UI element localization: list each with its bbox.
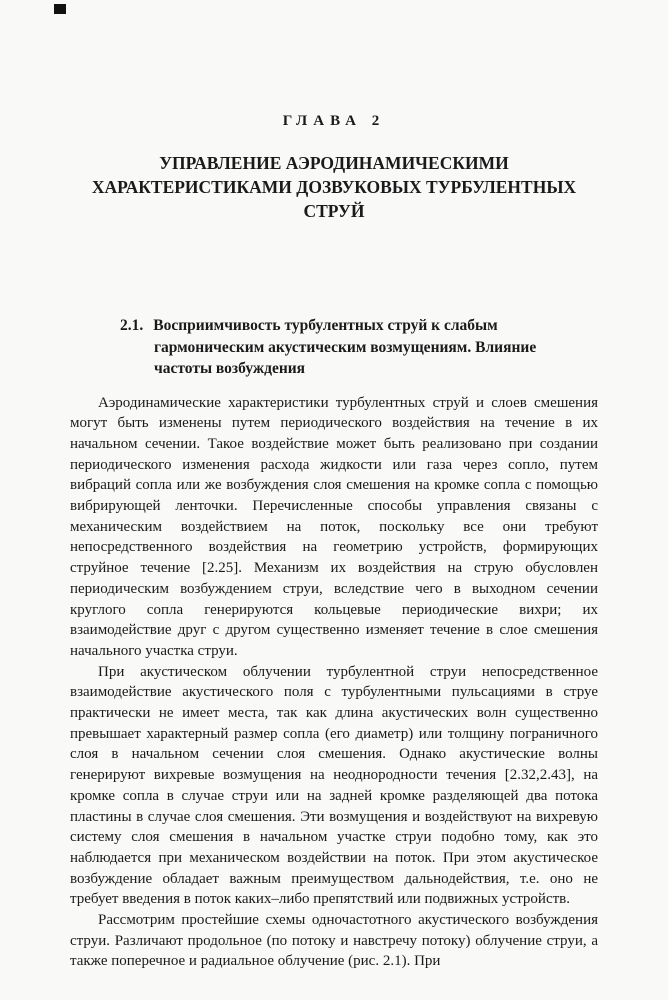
chapter-title-line: СТРУЙ <box>303 201 365 221</box>
section-heading-line <box>120 315 598 337</box>
section-heading-line: гармоническим акустическим возмущениям. Влияние <box>154 338 537 356</box>
chapter-title <box>70 151 598 223</box>
paragraph: При акустическом облучении турбулентной струи непосредственное взаимодействие акустического поля с турбулентными пульсациями в струе практически не имеет места, так как длина акустических волн существенно превышает характерный размер сопла (его диаметр) или толщину пограничного слоя в начальном сечении слоя смешения. Однако акустические волны генерируют вихревые возмущения на неоднородности течения [2.32,2.43], на кромке сопла в случае струи или на задней кромке разделяющей два потока пластины в случае слоя смешения. Эти возмущения и воздействуют на вихревую систему слоя смешения в начальном участке струи подобно тому, как это наблюдается при механическом воздействии на поток. При этом акустическое возбуждение обладает важным преимуществом дальнодействия, т.е. оно не требует введения в поток каких–либо препятствий или подвижных устройств. <box>70 663 598 908</box>
paragraph: Рассмотрим простейшие схемы одночастотного акустического возбуждения струи. Различают продольное (по потоку и навстречу потоку) облучение струи, а также поперечное и радиальное облучение (рис. 2.1). При <box>70 912 598 970</box>
section-number: 2.1. <box>120 317 144 334</box>
section-title-line: Восприимчивость турбулентных струй к слабым <box>153 317 498 334</box>
page-content <box>70 0 598 972</box>
scan-artifact <box>54 4 66 14</box>
chapter-label: ГЛАВА 2 <box>282 113 386 129</box>
body-text <box>70 393 598 973</box>
chapter-title-line: ХАРАКТЕРИСТИКАМИ ДОЗВУКОВЫХ ТУРБУЛЕНТНЫХ <box>91 177 577 197</box>
paragraph: Аэродинамические характеристики турбулентных струй и слоев смешения могут быть изменены путем периодического воздействия на течение в их начальном сечении. Такое воздействие может быть реализовано при создании периодического изменения расхода жидкости или газа через сопло, путем вибраций сопла или же возбуждения слоя смешения на кромке сопла с помощью вибрирующей ленточки. Перечисленные способы управления связаны с механическим воздействием на поток, поскольку все они требуют непосредственного воздействия на геометрию устройств, формирующих струйное течение [2.25]. Механизм их воздействия на струю обусловлен периодическим возбуждением струи, вследствие чего в выходном сечении круглого сопла генерируются кольцевые периодические вихри; их взаимодействие друг с другом существенно изменяет течение в слое смешения начального участка струи. <box>70 394 598 659</box>
section-heading <box>120 315 598 380</box>
section-heading-line: частоты возбуждения <box>154 360 306 377</box>
chapter-title-line: УПРАВЛЕНИЕ АЭРОДИНАМИЧЕСКИМИ <box>159 153 509 173</box>
